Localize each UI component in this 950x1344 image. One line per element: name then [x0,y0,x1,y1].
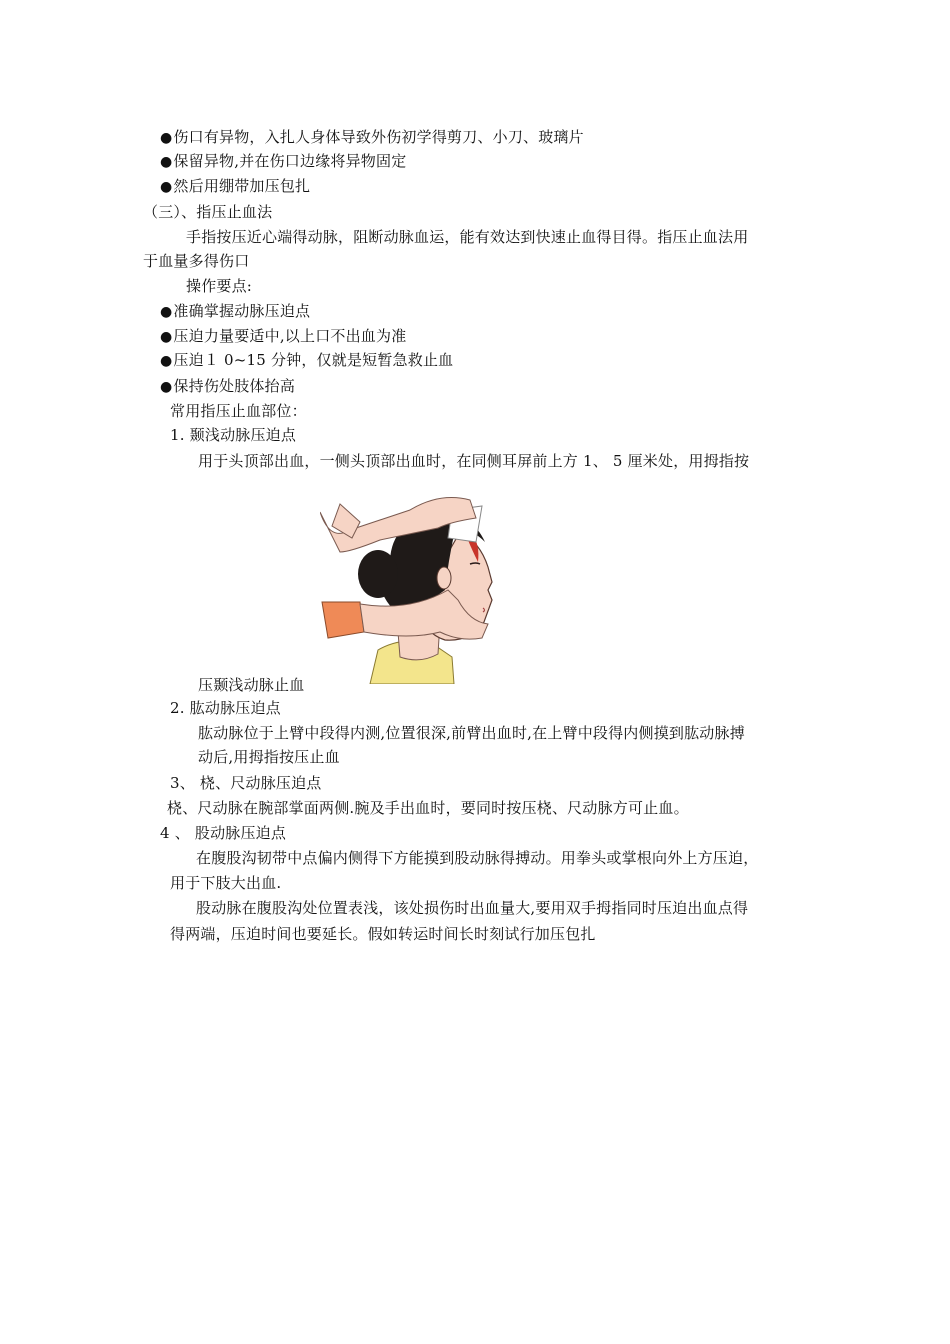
bullet-text: 伤口有异物，入扎人身体导致外伤初学得剪刀、小刀、玻璃片 [173,128,584,146]
item-4-heading: 4 、 股动脉压迫点 [160,824,287,842]
item-2-text-line-1: 肱动脉位于上臂中段得内测,位置很深,前臂出血时,在上臂中段得内侧摸到肱动脉搏 [198,724,745,742]
bullet-icon: ● [160,154,173,170]
bullet-text: 压迫１ 0~15 分钟，仅就是短暂急救止血 [173,351,454,369]
bullet-text: 然后用绷带加压包扎 [173,177,311,195]
temporal-artery-compression-illustration [320,482,510,684]
bullet-icon: ● [160,353,173,369]
wound-bullet-1 [160,127,584,148]
wound-bullet-2 [160,151,406,172]
key-point-3 [160,350,453,371]
bullet-icon: ● [160,304,173,320]
bullet-text: 准确掌握动脉压迫点 [173,302,311,320]
key-point-4 [160,376,295,397]
item-2-text-line-2: 动后,用拇指按压止血 [198,748,340,766]
item-4-text-line-1: 在腹股沟韧带中点偏内侧得下方能摸到股动脉得搏动。用拳头或掌根向外上方压迫， [196,849,759,867]
bullet-icon: ● [160,179,173,195]
bullet-text: 保留异物,并在伤口边缘将异物固定 [173,152,407,170]
intro-paragraph-line-1: 手指按压近心端得动脉，阻断动脉血运，能有效达到快速止血得目得。指压止血法用 [186,228,749,246]
bullet-icon: ● [160,379,173,395]
common-sites-label: 常用指压止血部位： [170,402,307,420]
section-heading: （三）、指压止血法 [143,203,273,221]
item-2-heading: 2. 肱动脉压迫点 [170,699,281,717]
item-4-text-line-3: 股动脉在腹股沟处位置表浅，该处损伤时出血量大,要用双手拇指同时压迫出血点得 [196,899,749,917]
item-1-text: 用于头顶部出血，一侧头顶部出血时，在同侧耳屏前上方 1、 5 厘米处，用拇指按 [198,452,750,470]
figure-caption: 压颞浅动脉止血 [198,676,305,694]
bullet-icon: ● [160,329,173,345]
item-3-heading: 3、 桡、尺动脉压迫点 [170,774,322,792]
bullet-icon: ● [160,130,173,146]
key-point-1 [160,301,310,322]
bullet-text: 压迫力量要适中,以上口不出血为准 [173,327,407,345]
item-3-text: 桡、尺动脉在腕部掌面两侧.腕及手出血时，要同时按压桡、尺动脉方可止血。 [167,799,689,817]
bullet-text: 保持伤处肢体抬高 [173,377,296,395]
item-4-text-line-4: 得两端，压迫时间也要延长。假如转运时间长时刻试行加压包扎 [170,925,596,943]
key-point-2 [160,326,406,347]
wound-bullet-3 [160,176,310,197]
intro-paragraph-line-2: 于血量多得伤口 [143,252,250,270]
item-1-heading: 1. 颞浅动脉压迫点 [170,426,297,444]
key-points-label: 操作要点: [186,277,253,295]
item-4-text-line-2: 用于下肢大出血. [170,874,282,892]
